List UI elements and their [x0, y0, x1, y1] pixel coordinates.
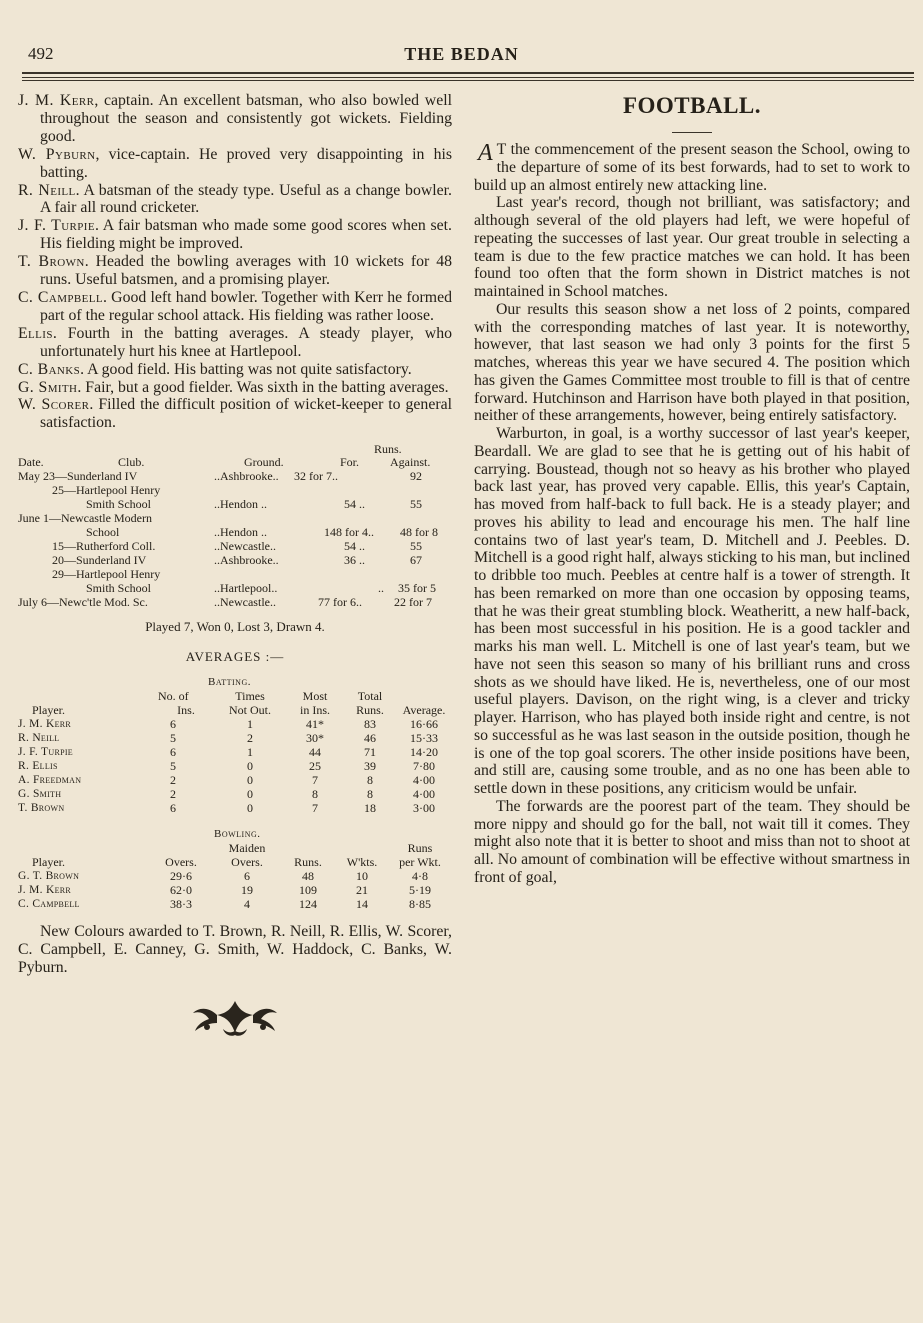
header-rule — [22, 80, 914, 81]
cricket-note — [18, 253, 452, 289]
header-cell: Maiden — [228, 841, 266, 856]
colours-paragraph: New Colours awarded to T. Brown, R. Neill, R. Ellis, W. Scorer, C. Campbell, E. Canney, G. Smith, W. Haddock, C. Banks, W. Pyburn. — [18, 923, 452, 977]
fixture-ground: ..Hartlepool.. — [214, 581, 278, 596]
bowling-title: Bowling. — [214, 828, 261, 841]
player-name: J. M. Kerr — [18, 92, 95, 109]
header-cell: Player. — [32, 855, 65, 870]
fixtures-table — [18, 442, 452, 609]
cricket-note — [18, 325, 452, 361]
fixture-club: 15—Rutherford Coll. — [52, 539, 156, 554]
player-name: J. F. Turpie — [18, 217, 95, 235]
cricket-note — [18, 361, 452, 379]
fixture-club: Smith School — [86, 581, 152, 596]
stat-cell: 46 — [364, 731, 376, 746]
runs-label: Runs. — [374, 442, 402, 457]
fixture-for: 54 .. — [344, 539, 365, 554]
fixture-club: June 1—Newcastle Modern — [18, 511, 152, 526]
stat-cell: 83 — [364, 717, 376, 732]
note-text: A fair batsman who made some good scores when set. His fielding might be improved. — [40, 217, 453, 253]
cricket-notes — [18, 92, 452, 432]
fixtures-summary: Played 7, Won 0, Lost 3, Drawn 4. — [145, 619, 325, 635]
fixture-row — [18, 553, 452, 567]
note-suffix: . — [75, 181, 80, 199]
fixtures-header — [18, 455, 452, 469]
fixture-against: 67 — [410, 553, 422, 568]
fixture-ground: ..Ashbrooke.. — [214, 469, 279, 484]
batting-row — [18, 717, 452, 731]
page-header — [0, 0, 923, 72]
stat-cell: 38·3 — [170, 897, 192, 912]
player-cell: G. T. Brown — [18, 870, 80, 883]
stat-cell: 2 — [170, 773, 176, 788]
cricket-note — [18, 396, 452, 432]
note-suffix: . — [80, 360, 85, 378]
note-text: Good left hand bowler. Together with Kerr he formed part of the regular school attack. His fielding was rather loose. — [40, 288, 452, 324]
fixture-row — [18, 469, 452, 483]
header-cell: Times — [235, 689, 265, 704]
bowling-row — [18, 883, 452, 897]
header-cell: Overs. — [165, 855, 197, 870]
header-for: For. — [340, 455, 360, 470]
stat-cell: 5 — [170, 731, 176, 746]
fixture-club: 25—Hartlepool Henry — [52, 483, 161, 498]
fixture-club: May 23—Sunderland IV — [18, 469, 138, 484]
stat-cell: 19 — [241, 883, 253, 898]
bowling-row — [18, 869, 452, 883]
player-name: W. Pyburn — [18, 145, 96, 163]
right-column — [474, 92, 910, 887]
football-paragraph: Warburton, in goal, is a worthy successor of last year's keeper, Beardall. We are glad to see that he is getting out of his habit of carrying. Boustead, though not so heavy as his brother who played back last year, has proved very capable. Ellis, this year's Captain, has moved from half-back to full back. He is a steady player; and proves his ability to lead and encourage his men. The half line contains two of last year's team, D. Mitchell and J. Peebles. D. Mitchell is a good right half, always sticking to his man, but inclined to dribble too much. Peebles at centre half is a tower of strength. It has been remarked on more than one occasion by opposing teams, that he was their great stumbling block. Weatheritt, a new half-back, has been most successful in his position. He is a good tackler and marks his man well. L. Mitchell is one of last year's team, but we have not seen this season so many of his brilliant runs and cross shots as we should have liked. He is, nevertheless, one of our most useful players. Davison, on the right wing, is a clever and tricky player. Harrison, who has played both inside right and centre, is not so successful as he was last season in the outside position, though he is one of the top goal scorers. The other inside positions have been, and still are, causing some trouble, and as no one has been able to settle down in these positions, any criticism would be unfair. — [474, 425, 910, 797]
stat-cell: 7·80 — [413, 759, 435, 774]
fixture-ground: ..Hendon .. — [214, 497, 267, 512]
header-date: Date. — [18, 455, 44, 470]
batting-row — [18, 773, 452, 787]
stat-cell: 30* — [306, 731, 324, 746]
stat-cell: 48 — [302, 869, 314, 884]
stat-cell: 16·66 — [410, 717, 438, 732]
player-name: Ellis — [18, 324, 53, 342]
note-suffix: , captain. — [94, 92, 154, 109]
header-cell: in Ins. — [300, 703, 330, 718]
cricket-note — [18, 217, 452, 253]
header-cell: Ins. — [177, 703, 195, 718]
player-cell: R. Neill — [18, 732, 60, 745]
stat-cell: 8·85 — [409, 897, 431, 912]
fixture-row — [18, 483, 452, 497]
header-cell: Runs — [407, 841, 433, 856]
cricket-note — [18, 182, 452, 218]
stat-cell: 71 — [364, 745, 376, 760]
note-suffix: . — [52, 324, 57, 342]
fixture-row — [18, 511, 452, 525]
stat-cell: 4·00 — [413, 787, 435, 802]
running-title: THE BEDAN — [404, 44, 519, 64]
header-club: Club. — [118, 455, 145, 470]
stat-cell: 41* — [306, 717, 324, 732]
note-suffix: . — [84, 253, 89, 271]
player-cell: R. Ellis — [18, 760, 58, 773]
player-name: W. Scorer — [18, 396, 90, 414]
fixture-club: Smith School — [86, 497, 152, 512]
title-rule — [672, 132, 712, 133]
batting-header — [18, 703, 452, 717]
header-cell: W'kts. — [346, 855, 378, 870]
stat-cell: 7 — [312, 773, 318, 788]
fixture-ground: ..Ashbrooke.. — [214, 553, 279, 568]
header-rule — [22, 72, 914, 74]
player-name: G. Smith — [18, 378, 78, 396]
stat-cell: 1 — [247, 745, 253, 760]
header-cell: No. of — [158, 689, 189, 704]
note-text: An excellent batsman, who also bowled well throughout the season and consistently got wickets. Fielding good. — [40, 92, 452, 145]
header-cell: Player. — [32, 703, 65, 718]
stat-cell: 4·8 — [412, 869, 428, 884]
stat-cell: 0 — [247, 801, 253, 816]
note-text: A good field. His batting was not quite satisfactory. — [84, 360, 412, 378]
batting-title: Batting. — [208, 676, 251, 689]
batting-header-top — [18, 689, 452, 703]
fixture-row — [18, 525, 452, 539]
player-name: R. Neill — [18, 181, 76, 199]
stat-cell: 62·0 — [170, 883, 192, 898]
fixture-club: 29—Hartlepool Henry — [52, 567, 161, 582]
fixture-club: School — [86, 525, 120, 540]
stat-cell: 21 — [356, 883, 368, 898]
cricket-note — [18, 92, 452, 146]
fixture-against: 92 — [410, 469, 422, 484]
batting-table — [18, 675, 452, 815]
header-against: Against. — [390, 455, 431, 470]
note-text: Headed the bowling averages with 10 wickets for 48 runs. Useful batsmen, and a promising player. — [40, 253, 453, 289]
fixture-against: 35 for 5 — [398, 581, 436, 596]
bowling-header-top — [18, 841, 452, 855]
stat-cell: 44 — [309, 745, 321, 760]
dropcap: A — [478, 140, 493, 166]
ornament-icon — [187, 995, 283, 1039]
batting-row — [18, 787, 452, 801]
stat-cell: 8 — [312, 787, 318, 802]
stat-cell: 14·20 — [410, 745, 438, 760]
player-name: T. Brown — [18, 253, 85, 271]
stat-cell: 0 — [247, 759, 253, 774]
cricket-note — [18, 146, 452, 182]
stat-cell: 2 — [170, 787, 176, 802]
stat-cell: 10 — [356, 869, 368, 884]
stat-cell: 8 — [367, 787, 373, 802]
header-ground: Ground. — [244, 455, 284, 470]
player-cell: G. Smith — [18, 788, 62, 801]
fixture-for: 36 .. — [344, 553, 365, 568]
page-number: 492 — [28, 44, 54, 63]
football-title: FOOTBALL. — [622, 93, 762, 118]
header-cell: Average. — [402, 703, 446, 718]
fixture-ground: ..Newcastle.. — [214, 595, 276, 610]
fixture-for: 148 for 4.. — [324, 525, 374, 540]
paragraph-text: T the commencement of the present season the School, owing to the departure of some of its best forwards, had to set to work to build up an almost entirely new attacking line. — [474, 141, 910, 194]
stat-cell: 3·00 — [413, 801, 435, 816]
note-suffix: . — [94, 217, 99, 235]
player-cell: A. Freedman — [18, 774, 82, 787]
batting-row — [18, 759, 452, 773]
note-text: Filled the difficult position of wicket-keeper to general satisfaction. — [40, 396, 452, 432]
header-cell: per Wkt. — [399, 855, 441, 870]
header-rule — [22, 77, 914, 78]
player-cell: T. Brown — [18, 802, 65, 815]
fixture-against: 55 — [410, 497, 422, 512]
stat-cell: 5 — [170, 759, 176, 774]
fixture-club: 20—Sunderland IV — [52, 553, 147, 568]
fixture-against: 55 — [410, 539, 422, 554]
fixture-ground: ..Newcastle.. — [214, 539, 276, 554]
averages-title: AVERAGES :— — [185, 649, 285, 665]
fixture-club: July 6—Newc'tle Mod. Sc. — [18, 595, 148, 610]
header-cell: Runs. — [356, 703, 384, 718]
stat-cell: 29·6 — [170, 869, 192, 884]
football-paragraph: Last year's record, though not brilliant, was satisfactory; and although several of the old players had left, we were hopeful of repeating the successes of last year. Our great trouble in selecting a team is due to the few practice matches we can hold. It has been found too often that the form shown in District matches is not maintained in School matches. — [474, 194, 910, 300]
note-suffix: . — [89, 396, 94, 414]
fixture-for: 32 for 7.. — [294, 469, 338, 484]
note-text: Fair, but a good fielder. Was sixth in the batting averages. — [81, 378, 449, 396]
header-cell: Total — [357, 689, 383, 704]
stat-cell: 6 — [170, 745, 176, 760]
batting-row — [18, 731, 452, 745]
fixture-ground: ..Hendon .. — [214, 525, 267, 540]
header-cell: Runs. — [294, 855, 322, 870]
fixture-row — [18, 497, 452, 511]
player-name: C. Banks — [18, 360, 81, 378]
fixture-for: 77 for 6.. — [318, 595, 362, 610]
note-text: A batsman of the steady type. Useful as a change bowler. A fair all round cricketer. — [40, 181, 452, 217]
fixture-for: .. — [378, 581, 384, 596]
header-cell: Not Out. — [229, 703, 271, 718]
stat-cell: 25 — [309, 759, 321, 774]
player-name: C. Campbell — [18, 288, 103, 306]
stat-cell: 124 — [299, 897, 317, 912]
fixture-against: 22 for 7 — [394, 595, 432, 610]
left-column — [18, 92, 452, 1039]
stat-cell: 7 — [312, 801, 318, 816]
bowling-header — [18, 855, 452, 869]
batting-row — [18, 745, 452, 759]
batting-row — [18, 801, 452, 815]
stat-cell: 6 — [170, 801, 176, 816]
stat-cell: 14 — [356, 897, 368, 912]
fixture-against: 48 for 8 — [400, 525, 438, 540]
note-suffix: . — [77, 378, 82, 396]
stat-cell: 2 — [247, 731, 253, 746]
stat-cell: 0 — [247, 787, 253, 802]
fixture-for: 54 .. — [344, 497, 365, 512]
bowling-row — [18, 897, 452, 911]
player-cell: C. Campbell — [18, 898, 80, 911]
header-cell: Overs. — [231, 855, 263, 870]
bowling-table — [18, 827, 452, 911]
cricket-note — [18, 379, 452, 397]
football-paragraph: The forwards are the poorest part of the team. They should be more nippy and should go for the ball, not wait till it comes. They might also note that it is better to shoot and miss than not to shoot at all. No amount of combination will be effective without smartness in front of goal, — [474, 797, 910, 886]
stat-cell: 1 — [247, 717, 253, 732]
fixture-row — [18, 581, 452, 595]
stat-cell: 0 — [247, 773, 253, 788]
player-cell: J. M. Kerr — [18, 718, 72, 731]
note-suffix: . — [103, 288, 107, 306]
fixture-row — [18, 567, 452, 581]
stat-cell: 39 — [364, 759, 376, 774]
cricket-note — [18, 289, 452, 325]
stat-cell: 18 — [364, 801, 376, 816]
stat-cell: 5·19 — [409, 883, 431, 898]
stat-cell: 6 — [170, 717, 176, 732]
stat-cell: 8 — [367, 773, 373, 788]
fixture-row — [18, 595, 452, 609]
player-cell: J. F. Turpie — [18, 746, 73, 759]
header-cell: Most — [302, 689, 328, 704]
football-paragraph — [474, 141, 910, 194]
stat-cell: 4·00 — [413, 773, 435, 788]
fixture-row — [18, 539, 452, 553]
note-text: Fourth in the batting averages. A steady player, who unfortunately hurt his knee at Hartlepool. — [40, 324, 452, 360]
football-paragraph: Our results this season show a net loss of 2 points, compared with the corresponding matches of last year. It is noteworthy, however, that last season we had only 3 points for the first 5 matches, whereas this year we have secured 4. The position which has given the Games Committee most trouble to fill is that of centre forward. Hutchinson and Harrison have both played in that position, neither of these arrangements, however, being entirely satisfactory. — [474, 300, 910, 425]
player-cell: J. M. Kerr — [18, 884, 72, 897]
note-suffix: , vice-captain. — [95, 145, 190, 163]
note-text: He proved very disappointing in his batting. — [40, 145, 453, 181]
stat-cell: 109 — [299, 883, 317, 898]
stat-cell: 4 — [244, 897, 250, 912]
stat-cell: 6 — [244, 869, 250, 884]
stat-cell: 15·33 — [410, 731, 438, 746]
